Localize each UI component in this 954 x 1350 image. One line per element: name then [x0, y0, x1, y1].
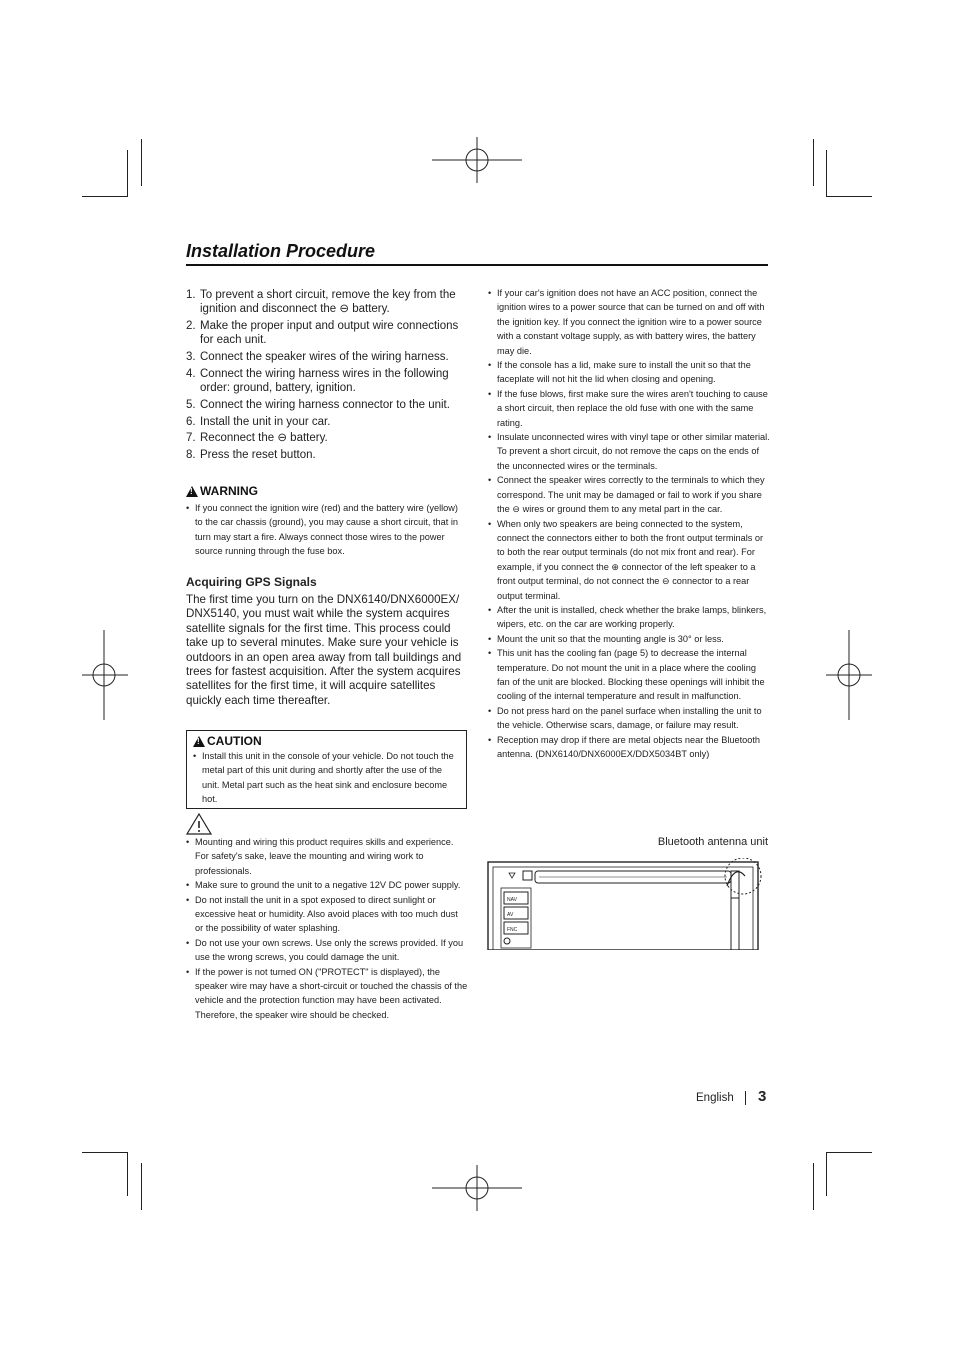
warning-icon [186, 486, 198, 497]
crop-mark [826, 1152, 827, 1196]
list-item: • If the power is not turned ON ("PROTECT" is displayed), the speaker wire may have a short-circuit or touched the chassis of the vehicle and the protection function may have been activated. Therefore, the speaker wire should be checked. [186, 966, 468, 1020]
step-item: 7. Reconnect the ⊖ battery. [186, 432, 328, 445]
page-title: Installation Procedure [186, 241, 376, 261]
crop-mark [826, 1152, 872, 1153]
list-item: • Mounting and wiring this product requires skills and experience. For safety's sake, leave the mounting and wiring work to professionals. [186, 837, 454, 876]
step-item: 2. Make the proper input and output wire connections for each unit. [186, 320, 459, 347]
registration-mark-left [80, 628, 130, 722]
caution-heading: ! CAUTION [193, 734, 262, 748]
list-item: • If you connect the ignition wire (red) and the battery wire (yellow) to the car chassis (ground), you may cause a short circuit, that in turn may start a fire. Always connect those wires to the power source running through the fuse box. [186, 503, 458, 557]
gps-heading: Acquiring GPS Signals [186, 575, 317, 589]
crop-mark [82, 196, 128, 197]
footer-language: English [696, 1092, 734, 1104]
crop-mark [826, 150, 827, 197]
list-item: • This unit has the cooling fan (page 5) to decrease the internal temperature. Do not mount the unit in a place where the cooling fan of the unit are blocked. Blocking these openings will inhibit the cooling of the internal temperature and result in malfunction. [488, 648, 765, 702]
caution-icon [193, 736, 205, 747]
list-item: • If the console has a lid, make sure to install the unit so that the faceplate will not hit the lid when closing and opening. [488, 360, 751, 385]
caution-box [186, 730, 467, 809]
crop-mark [141, 139, 142, 186]
crop-mark [813, 139, 814, 186]
step-item: 8. Press the reset button. [186, 449, 316, 462]
device-illustration [487, 858, 767, 950]
list-item: • Do not install the unit in a spot exposed to direct sunlight or excessive heat or humidity. Also avoid places with too much dust or the possibility of water splashing. [186, 894, 458, 934]
crop-mark [127, 150, 128, 197]
warning-heading: ! WARNING [186, 484, 258, 498]
list-item: • When only two speakers are being connected to the system, connect the connectors either to both the front output terminals or to both the rear output terminals (do not mix front and rear). For example, if you connect the ⊕ connector of the left speaker to a front output terminal, do not connect the ⊖ connector to a rear output terminal. [488, 518, 764, 601]
notes-right-list [488, 286, 770, 761]
step-item: 6. Install the unit in your car. [186, 415, 331, 428]
list-item: • Install this unit in the console of your vehicle. Do not touch the metal part of this unit during and shortly after the use of the unit. Metal part such as the heat sink and enclosure become hot. [193, 751, 454, 805]
procedure-steps [186, 288, 468, 465]
av-button-label: AV [507, 912, 514, 918]
step-item: 5. Connect the wiring harness connector to the unit. [186, 398, 450, 411]
figure-caption: Bluetooth antenna unit [657, 836, 768, 848]
title-rule [186, 264, 768, 266]
crop-mark [82, 1152, 128, 1153]
list-item: • After the unit is installed, check whether the brake lamps, blinkers, wipers, etc. on the car are working properly. [488, 604, 767, 630]
fnc-button-label: FNC [507, 927, 518, 933]
registration-mark-right [824, 628, 874, 722]
registration-mark-bottom [430, 1163, 524, 1213]
footer-separator [745, 1091, 746, 1105]
list-item: • Reception may drop if there are metal objects near the Bluetooth antenna. (DNX6140/DNX6000EX/DDX5034BT only) [488, 734, 761, 759]
list-item: • If the fuse blows, first make sure the wires aren't touching to cause a short circuit, then replace the old fuse with one with the same rating. [488, 388, 768, 428]
list-item: • Do not use your own screws. Use only the screws provided. If you use the wrong screws, you could damage the unit. [186, 937, 464, 963]
crop-mark [127, 1152, 128, 1196]
gps-body: The first time you turn on the DNX6140/DNX6000EX/ DNX5140, you must wait while the system acquires satellite signals for the first time. This process could take up to several minutes. Make sure your vehicle is outdoors in an open area away from tall buildings and trees for fastest acquisition. After the system acquires satellites for the first time, it will acquire satellites quickly each time thereafter. [186, 593, 462, 707]
caution-triangle-icon [186, 813, 212, 835]
registration-mark-top [430, 135, 524, 185]
crop-mark [813, 1163, 814, 1210]
list-item: • Connect the speaker wires correctly to the terminals to which they correspond. The unit may be damaged or fail to work if you share the ⊖ wires or ground them to any metal part in the car. [488, 475, 765, 515]
nav-button-label: NAV [507, 897, 517, 903]
list-item: • Do not press hard on the panel surface when installing the unit to the vehicle. Otherwise scars, damage, or failure may result. [488, 705, 762, 731]
step-item: 4. Connect the wiring harness wires in the following order: ground, battery, ignition. [186, 367, 449, 394]
step-item: 3. Connect the speaker wires of the wiring harness. [186, 351, 449, 363]
list-item: • Make sure to ground the unit to a negative 12V DC power supply. [186, 880, 461, 891]
crop-mark [141, 1163, 142, 1210]
warning-list [186, 501, 466, 559]
crop-mark [826, 196, 872, 197]
list-item: • Insulate unconnected wires with vinyl tape or other similar material. To prevent a short circuit, do not remove the caps on the ends of the unconnected wires or the terminals. [488, 432, 770, 471]
page-number: 3 [758, 1088, 767, 1105]
list-item: • Mount the unit so that the mounting angle is 30° or less. [488, 633, 724, 644]
list-item: • If your car's ignition does not have an ACC position, connect the ignition wires to a power source that can be turned on and off with the ignition key. If you connect the ignition wire to a power source with a constant voltage supply, as with battery wires, the battery may die. [488, 288, 765, 356]
step-item: 1. To prevent a short circuit, remove the key from the ignition and disconnect the ⊖ battery. [186, 289, 456, 316]
notes-left-list [186, 835, 468, 1022]
